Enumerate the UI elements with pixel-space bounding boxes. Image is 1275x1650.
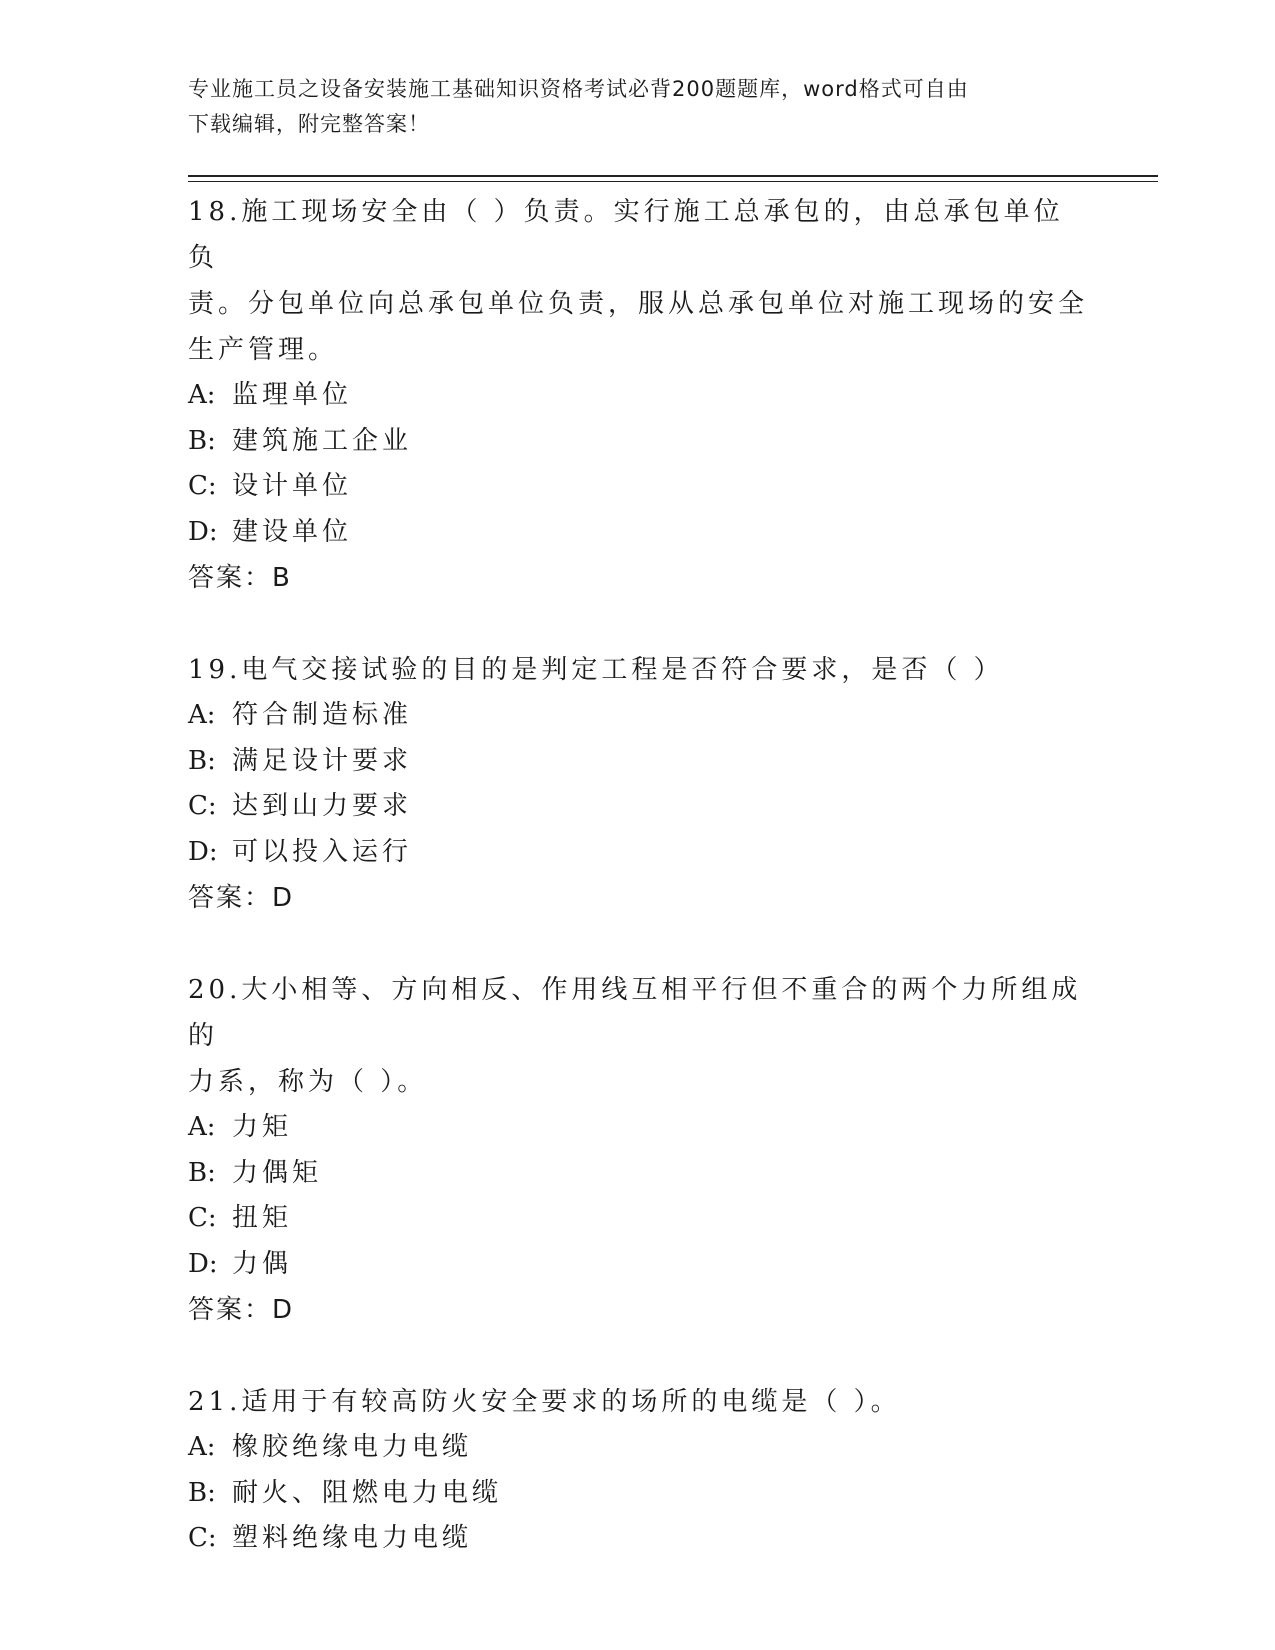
option-key: C: [188,791,217,821]
option-text: 橡胶绝缘电力电缆 [232,1432,473,1462]
option-key: A: [188,380,216,410]
stem-line: 19.电气交接试验的目的是判定工程是否符合要求，是否（ ） [188,655,1004,685]
option-text: 监理单位 [232,380,353,410]
option-key: A: [188,1432,216,1462]
option-key: B: [188,1477,216,1508]
question-21 [188,1379,1088,1562]
option-text: 建设单位 [232,516,353,547]
stem-line: 责。分包单位向总承包单位负责，服从总承包单位对施工现场的安全 [188,289,1089,319]
option-key: D: [188,836,218,867]
option-text: 建筑施工企业 [232,425,413,456]
option-text: 力矩 [232,1112,293,1142]
option-a [188,1425,1088,1471]
document-header [188,72,1088,142]
option-c [188,1516,1088,1562]
question-20 [188,967,1088,1333]
answer-line: 答案：B [188,563,292,593]
header-divider [188,175,1158,177]
option-key: B: [188,425,216,456]
header-divider-thin [188,181,1158,182]
option-key: A: [188,1112,216,1142]
option-text: 可以投入运行 [232,836,413,867]
stem-line: 21.适用于有较高防火安全要求的场所的电缆是（ ）。 [188,1387,901,1417]
option-b [188,1151,1088,1197]
header-line-1: 专业施工员之设备安装施工基础知识资格考试必背200题题库，word格式可自由 [188,77,969,101]
stem-line: 生产管理。 [188,335,339,365]
question-18 [188,189,1088,601]
question-stem [188,967,1088,1105]
option-text: 耐火、阻燃电力电缆 [232,1477,503,1508]
option-text: 满足设计要求 [232,745,413,776]
option-b [188,1471,1088,1517]
answer-line: 答案：D [188,883,295,913]
option-d [188,1242,1088,1288]
option-text: 力偶 [232,1248,293,1279]
option-text: 力偶矩 [232,1157,323,1188]
option-key: A: [188,700,216,730]
question-stem [188,1379,1088,1425]
stem-line: 20.大小相等、方向相反、作用线互相平行但不重合的两个力所组成的 [188,975,1082,1051]
question-list [188,189,1088,1608]
option-key: B: [188,745,216,776]
option-key: C: [188,471,217,501]
option-key: C: [188,1203,217,1233]
option-a [188,1105,1088,1151]
option-b [188,739,1088,785]
question-19 [188,647,1088,921]
option-text: 设计单位 [232,471,353,501]
option-text: 塑料绝缘电力电缆 [232,1523,473,1553]
answer-line: 答案：D [188,1295,295,1325]
option-text: 扭矩 [232,1203,293,1233]
question-stem [188,647,1088,693]
option-a [188,693,1088,739]
option-c [188,464,1088,510]
option-b [188,419,1088,465]
option-c [188,1196,1088,1242]
option-key: C: [188,1523,217,1553]
option-key: D: [188,516,218,547]
stem-line: 力系，称为（ ）。 [188,1067,428,1097]
option-key: B: [188,1157,216,1188]
option-d [188,830,1088,876]
option-a [188,373,1088,419]
header-line-2: 下载编辑，附完整答案！ [188,112,430,136]
option-c [188,784,1088,830]
option-text: 达到山力要求 [232,791,413,821]
option-d [188,510,1088,556]
option-text: 符合制造标准 [232,700,413,730]
question-stem [188,189,1088,373]
option-key: D: [188,1248,218,1279]
stem-line: 18.施工现场安全由（ ）负责。实行施工总承包的，由总承包单位负 [188,197,1064,273]
